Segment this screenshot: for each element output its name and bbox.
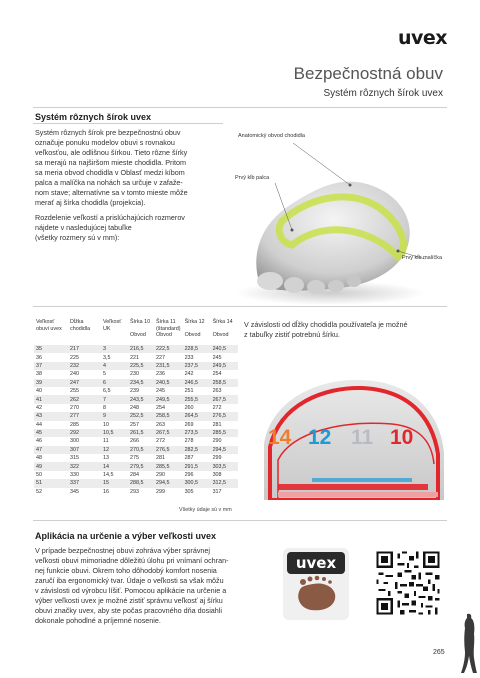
table-cell: 249,5 (211, 362, 238, 370)
table-cell: 267,5 (211, 395, 238, 403)
table-cell: 243,5 (128, 395, 154, 403)
table-cell: 45 (34, 429, 68, 437)
text-line: z tabuľky zistiť potrebnú šírku. (244, 330, 340, 339)
table-cell: 264,5 (183, 412, 211, 420)
text-line: zaručí iba ergonomický tvar. Údaje o veľkosti sa však môžu (35, 576, 224, 585)
table-cell: 287 (184, 455, 194, 462)
text-line: nom stave; alternatívne sa v tomto mieste môže (35, 188, 188, 197)
subheader-girth: Obvod (130, 332, 146, 338)
table-cell: 258,5 (154, 412, 183, 420)
page-number: 265 (433, 649, 445, 656)
table-row (34, 345, 238, 353)
intro-paragraph (35, 128, 225, 208)
table-cell: 35 (34, 345, 68, 353)
table-cell: 49 (34, 462, 68, 470)
table-intro-paragraph (35, 213, 225, 243)
page-subtitle: Systém rôznych šírok uvex (323, 88, 443, 99)
table-cell: 240,5 (211, 345, 238, 353)
page-title: Bezpečnostná obuv (293, 64, 443, 83)
table-row (34, 454, 238, 462)
uvex-app-icon[interactable] (283, 548, 349, 620)
text-line: v závislosti od výrobcu líšiť. Pomocou aplikácie na určenie a (35, 586, 227, 595)
table-cell: 230 (130, 371, 139, 378)
table-cell: 293 (130, 488, 139, 495)
table-cell: 303,5 (211, 462, 238, 470)
table-cell: 275 (130, 455, 139, 462)
table-cell: 279,5 (128, 462, 154, 470)
app-paragraph (35, 546, 245, 626)
text-line: veľkosti obuvi mimoriadne dôležitú úlohu pri vnímaní ochran- (35, 556, 229, 565)
table-row (34, 387, 238, 395)
table-cell: 4 (101, 362, 128, 370)
table-cell: 292 (68, 429, 101, 437)
text-line: (všetky rozmery sú v mm): (35, 233, 120, 242)
table-cell: 227 (156, 354, 165, 361)
foot-illustration (230, 125, 445, 305)
table-cell: 10,5 (101, 429, 128, 437)
width-dependency-text (244, 320, 444, 340)
subheader-girth: Obvod (212, 332, 229, 338)
text-line: veľkosťou, ale odlišnou šírkou. Tieto rôzne šírky (35, 148, 188, 157)
table-cell: 273,5 (183, 429, 211, 437)
table-cell: 290 (156, 472, 165, 479)
table-cell: 39 (34, 379, 68, 387)
table-cell: 281 (156, 455, 165, 462)
table-cell: 294,5 (211, 446, 238, 454)
table-cell: 254 (212, 371, 222, 378)
table-cell: 263 (212, 388, 222, 395)
table-cell: 10 (103, 421, 109, 428)
table-row (34, 362, 238, 370)
table-cell: 248 (130, 404, 139, 411)
text-line: Systém rôznych šírok pre bezpečnostnú obuv (35, 128, 181, 137)
text-line: označuje ponuku modelov obuvi s rovnakou (35, 138, 175, 147)
table-row (34, 379, 238, 387)
table-cell: 345 (70, 488, 79, 495)
table-cell: 234,5 (128, 379, 154, 387)
divider (33, 306, 447, 307)
worker-silhouette-icon (460, 612, 478, 674)
table-row (34, 395, 238, 403)
table-cell: 240 (70, 371, 79, 378)
table-cell: 284 (130, 472, 139, 479)
table-row (34, 479, 238, 487)
width-10-badge: 10 (390, 426, 414, 449)
table-cell: 276,5 (211, 412, 238, 420)
table-cell: 272 (156, 438, 165, 445)
text-line: palca a malíčka na nohách sa určuje v zafaže- (35, 178, 183, 187)
section-heading-width-system: Systém rôznych šírok uvex (35, 112, 152, 122)
table-cell: 15 (101, 479, 128, 487)
table-cell: 233 (184, 354, 194, 361)
callout-anatomic-girth: Anatomický obvod chodidla (238, 133, 305, 139)
section-heading-size-app: Aplikácia na určenie a výber veľkosti uvex (35, 531, 217, 541)
table-cell: 12 (101, 446, 128, 454)
table-cell: 291,5 (183, 462, 211, 470)
callout-pinky-joint: Prvý kĺb malíčka (402, 255, 443, 261)
text-line: V prípade bezpečnostnej obuvi zohráva výber správnej (35, 546, 211, 555)
table-cell: 14,5 (103, 472, 114, 479)
qr-code[interactable] (374, 549, 442, 617)
col-header-foot-length: Dĺžka chodidla (70, 319, 91, 332)
table-cell: 8 (103, 404, 106, 411)
table-note: Všetky údaje sú v mm (179, 507, 232, 513)
table-cell: 237,5 (183, 362, 211, 370)
table-cell: 270,5 (128, 446, 154, 454)
table-cell: 270 (70, 404, 79, 411)
table-cell: 36 (36, 354, 42, 361)
col-header-width-11: Šírka 11 (štandard) (156, 319, 181, 332)
table-cell: 37 (34, 362, 68, 370)
shoe-width-graphic (262, 372, 446, 500)
table-cell: 296 (184, 472, 194, 479)
table-cell: 217 (68, 345, 101, 353)
table-cell: 228,5 (183, 345, 211, 353)
table-cell: 249,5 (154, 395, 183, 403)
table-row (34, 421, 238, 429)
table-row (34, 446, 238, 454)
table-row (34, 370, 238, 378)
callout-first-toe-joint: Prvý kĺb palca (235, 175, 270, 181)
text-line: sa meria obvod chodidla v Oblasť medzi kíbom (35, 168, 185, 177)
table-cell: 3 (101, 345, 128, 353)
table-cell: 315 (70, 455, 79, 462)
width-11-badge: 11 (351, 426, 374, 449)
table-row (34, 488, 238, 496)
table-cell: 290 (212, 438, 222, 445)
text-line: obuvi značky uvex, aby ste počas pracovného dňa dosiahli (35, 606, 222, 615)
table-cell: 11 (103, 438, 109, 445)
col-header-width-10: Šírka 10 (130, 319, 151, 325)
table-cell: 282,5 (183, 446, 211, 454)
table-cell: 263 (156, 421, 165, 428)
text-line: Rozdelenie veľkostí a prislúchajúcich rozmerov (35, 213, 185, 222)
table-cell: 261,5 (128, 429, 154, 437)
table-cell: 44 (36, 421, 42, 428)
table-cell: 257 (130, 421, 139, 428)
table-cell: 231,5 (154, 362, 183, 370)
table-cell: 14 (101, 462, 128, 470)
table-cell: 52 (36, 488, 42, 495)
table-cell: 239 (130, 388, 139, 395)
table-cell: 7 (101, 395, 128, 403)
table-cell: 260 (184, 404, 194, 411)
table-cell: 16 (103, 488, 109, 495)
table-cell: 299 (212, 455, 222, 462)
table-cell: 288,5 (128, 479, 154, 487)
table-cell: 47 (34, 446, 68, 454)
table-cell: 236 (156, 371, 165, 378)
table-cell: 276,5 (154, 446, 183, 454)
table-cell: 46 (36, 438, 42, 445)
table-cell: 285 (70, 421, 79, 428)
table-cell: 51 (34, 479, 68, 487)
table-cell: 266 (130, 438, 139, 445)
subheader-girth: Obvod (156, 332, 172, 338)
table-cell: 38 (36, 371, 42, 378)
table-cell: 216,5 (128, 345, 154, 353)
table-cell: 312,5 (211, 479, 238, 487)
table-cell: 307 (68, 446, 101, 454)
table-cell: 278 (184, 438, 194, 445)
text-line: sa merajú na najširšom mieste chodidla. Pritom (35, 158, 186, 167)
table-cell: 6,5 (103, 388, 111, 395)
table-cell: 262 (68, 395, 101, 403)
table-cell: 245 (212, 354, 222, 361)
table-cell: 281 (212, 421, 222, 428)
col-header-width-12: Šírka 12 (184, 319, 205, 325)
table-cell: 246,5 (183, 379, 211, 387)
table-cell: 232 (68, 362, 101, 370)
app-badge-logo: uvex (287, 552, 345, 574)
text-line: V závislosti od dĺžky chodidla používateľa je možné (244, 320, 408, 329)
table-cell: 42 (36, 404, 42, 411)
table-cell: 43 (34, 412, 68, 420)
col-header-uvex-size: Veľkosť obuvi uvex (36, 319, 62, 332)
text-line: dokonale pohodlné a príjemné nosenie. (35, 616, 161, 625)
table-cell: 9 (101, 412, 128, 420)
table-cell: 285,5 (211, 429, 238, 437)
table-cell: 225 (70, 354, 79, 361)
table-cell: 322 (68, 462, 101, 470)
table-cell: 305 (184, 488, 194, 495)
table-cell: 13 (103, 455, 109, 462)
table-cell: 255 (70, 388, 79, 395)
table-row (34, 437, 238, 445)
table-cell: 255,5 (183, 395, 211, 403)
width-14-badge: 14 (268, 426, 292, 449)
divider (33, 107, 447, 108)
divider (33, 123, 223, 124)
table-cell: 50 (36, 472, 42, 479)
table-cell: 267,5 (154, 429, 183, 437)
table-cell: 337 (68, 479, 101, 487)
table-row (34, 471, 238, 479)
table-cell: 225,5 (128, 362, 154, 370)
table-row (34, 429, 238, 437)
table-cell: 222,5 (154, 345, 183, 353)
table-cell: 330 (70, 472, 79, 479)
table-cell: 277 (68, 412, 101, 420)
col-header-width-14: Šírka 14 (212, 319, 233, 325)
table-cell: 251 (184, 388, 194, 395)
width-12-badge: 12 (308, 426, 332, 449)
table-cell: 300 (70, 438, 79, 445)
table-cell: 5 (103, 371, 106, 378)
table-row (34, 404, 238, 412)
text-line: merať aj šírka chodidla (projekcia). (35, 198, 146, 207)
table-cell: 40 (36, 388, 42, 395)
text-line: nájdete v nasledujúcej tabuľke (35, 223, 132, 232)
size-table (34, 319, 238, 496)
table-cell: 299 (156, 488, 165, 495)
table-cell: 269 (184, 421, 194, 428)
table-cell: 254 (156, 404, 165, 411)
table-cell: 285,5 (154, 462, 183, 470)
table-cell: 3,5 (103, 354, 111, 361)
text-line: výber veľkosti uvex je možné zistiť správnu veľkosť aj šírku (35, 596, 223, 605)
table-row (34, 462, 238, 470)
table-cell: 6 (101, 379, 128, 387)
table-cell: 247 (68, 379, 101, 387)
table-cell: 221 (130, 354, 139, 361)
table-cell: 245 (156, 388, 165, 395)
table-cell: 240,5 (154, 379, 183, 387)
table-cell: 294,5 (154, 479, 183, 487)
table-cell: 252,5 (128, 412, 154, 420)
table-cell: 41 (34, 395, 68, 403)
table-cell: 272 (212, 404, 222, 411)
divider (33, 520, 447, 521)
table-cell: 258,5 (211, 379, 238, 387)
table-cell: 317 (212, 488, 222, 495)
uvex-logo: uvex (398, 27, 448, 49)
foot-drawing (230, 125, 445, 305)
table-cell: 300,5 (183, 479, 211, 487)
table-row (34, 412, 238, 420)
subheader-girth: Obvod (184, 332, 201, 338)
table-cell: 308 (212, 472, 222, 479)
table-row (34, 353, 238, 361)
footprint-icon (283, 548, 349, 620)
text-line: nej funkcie obuvi. Okrem toho dôhodobý komfort nosenia (35, 566, 217, 575)
table-cell: 242 (184, 371, 194, 378)
col-header-uk-size: Veľkosť UK (103, 319, 122, 332)
width-badges (268, 426, 444, 456)
table-cell: 48 (36, 455, 42, 462)
